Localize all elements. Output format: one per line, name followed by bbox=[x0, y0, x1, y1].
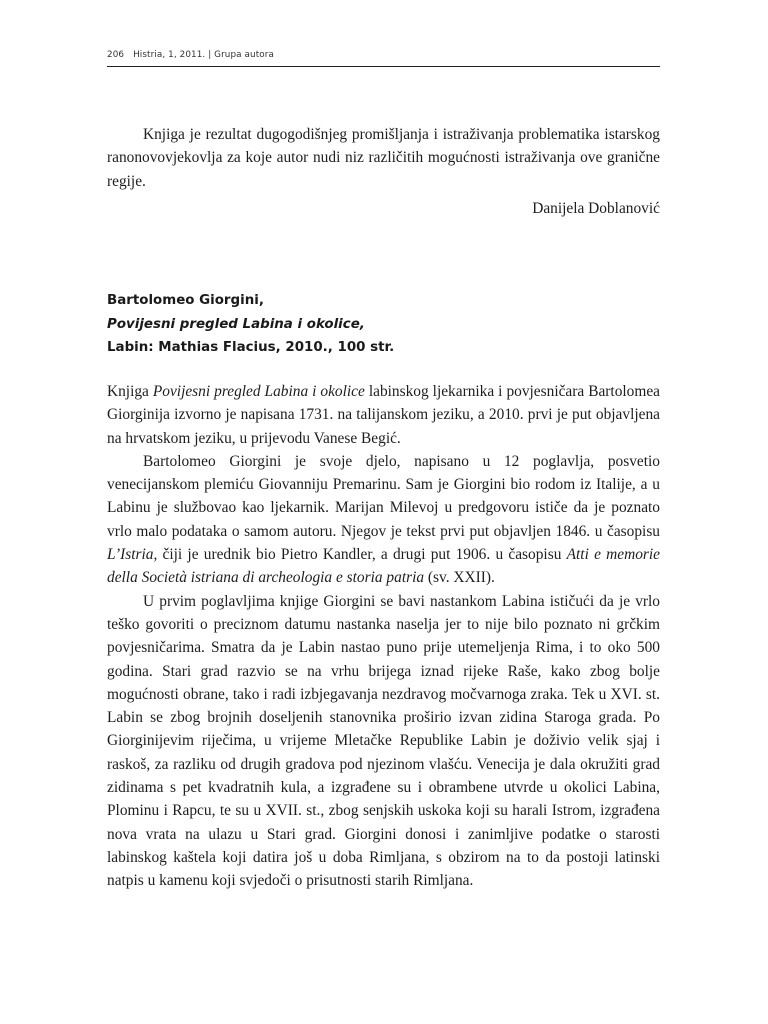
page-number: 206 bbox=[107, 50, 125, 60]
p1-book-title: Povijesni pregled Labina i okolice bbox=[152, 383, 365, 400]
review-2-paragraph-3: U prvim poglavljima knjige Giorgini se bavi nastankom Labina ističući da je vrlo teško govoriti o preciznom datumu nastanka naselja jer to nije bilo poznato ni grčkim povjesničarima. Smatra da je Labin nastao puno prije utemeljenja Rima, i to oko 500 godina. Stari grad razvio se na vrhu brijega iznad rijeke Raše, kako zbog bolje mogućnosti obrane, tako i radi izbjegavanja nezdravog močvarnoga zraka. Tek u XVI. st. Labin se zbog brojnih doseljenih stanovnika proširio izvan zidina Staroga grada. Po Giorginijevim riječima, u vrijeme Mletačke Republike Labin je doživio velik sjaj i raskoš, za razliku od drugih gradova pod njezinom vlašću. Venecija je dala okružiti grad zidinama s pet kvadratnih kula, a izgrađene su i obrambene utvrde u okolici Labina, Plominu i Rapcu, te su u XVII. st., zbog senjskih uskoka koji su harali Istrom, izgrađena nova vrata na ulazu u Stari grad. Giorgini donosi i zanimljive podatke o starosti labinskog kaštela koji datira još u doba Rimljana, s obzirom na to da postoji latinski natpis u kamenu koji svjedoči o prisutnosti starih Rimljana. bbox=[107, 592, 660, 890]
p2-text-b: , čiji je urednik bio Pietro Kandler, a drugi put 1906. u časopisu bbox=[153, 546, 567, 564]
book-publication: Labin: Mathias Flacius, 2010., 100 str. bbox=[107, 340, 395, 355]
running-header bbox=[107, 50, 660, 60]
review-1-paragraph: Knjiga je rezultat dugogodišnjeg promišljanja i istraživanja problematika istarskog ranonovovjekovlja za koje autor nudi niz različitih mogućnosti istraživanja ove granične regije. bbox=[107, 126, 660, 190]
book-title: Povijesni pregled Labina i okolice, bbox=[107, 316, 365, 332]
header-rule bbox=[107, 66, 660, 67]
review-2-paragraph-1 bbox=[107, 380, 660, 450]
p1-text-a: Knjiga bbox=[107, 383, 153, 400]
p2-journal-2: Atti e memorie della Società istriana di archeologia e storia patria bbox=[107, 546, 660, 587]
book-author: Bartolomeo Giorgini, bbox=[107, 293, 264, 308]
p2-text-c: (sv. XXII). bbox=[424, 569, 495, 587]
p2-journal-1: L’Istria bbox=[107, 546, 154, 564]
running-head-text: Histria, 1, 2011. | Grupa autora bbox=[133, 50, 274, 60]
review-1-body bbox=[107, 123, 660, 193]
book-citation bbox=[107, 289, 660, 360]
review-1-signature: Danijela Doblanović bbox=[532, 200, 660, 217]
review-2-paragraph-2 bbox=[107, 450, 660, 590]
review-2-body bbox=[107, 380, 660, 893]
p1-text-b: labinskog ljekarnika i povjesničara Bartolomea Giorginija izvorno je napisana 1731. na talijanskom jeziku, a 2010. prvi je put objavljena na hrvatskom jeziku, u prijevodu Vanese Begić. bbox=[107, 383, 660, 447]
p2-text-a: Bartolomeo Giorgini je svoje djelo, napisano u 12 poglavlja, posvetio venecijanskom plemiću Giovanniju Premarinu. Sam je Giorgini bio rodom iz Italije, a u Labinu je službovao kao ljekarnik. Marijan Milevoj u predgovoru ističe da je poznato vrlo malo podataka o samom autoru. Njegov je tekst prvi put objavljen 1846. u časopisu bbox=[107, 452, 660, 540]
